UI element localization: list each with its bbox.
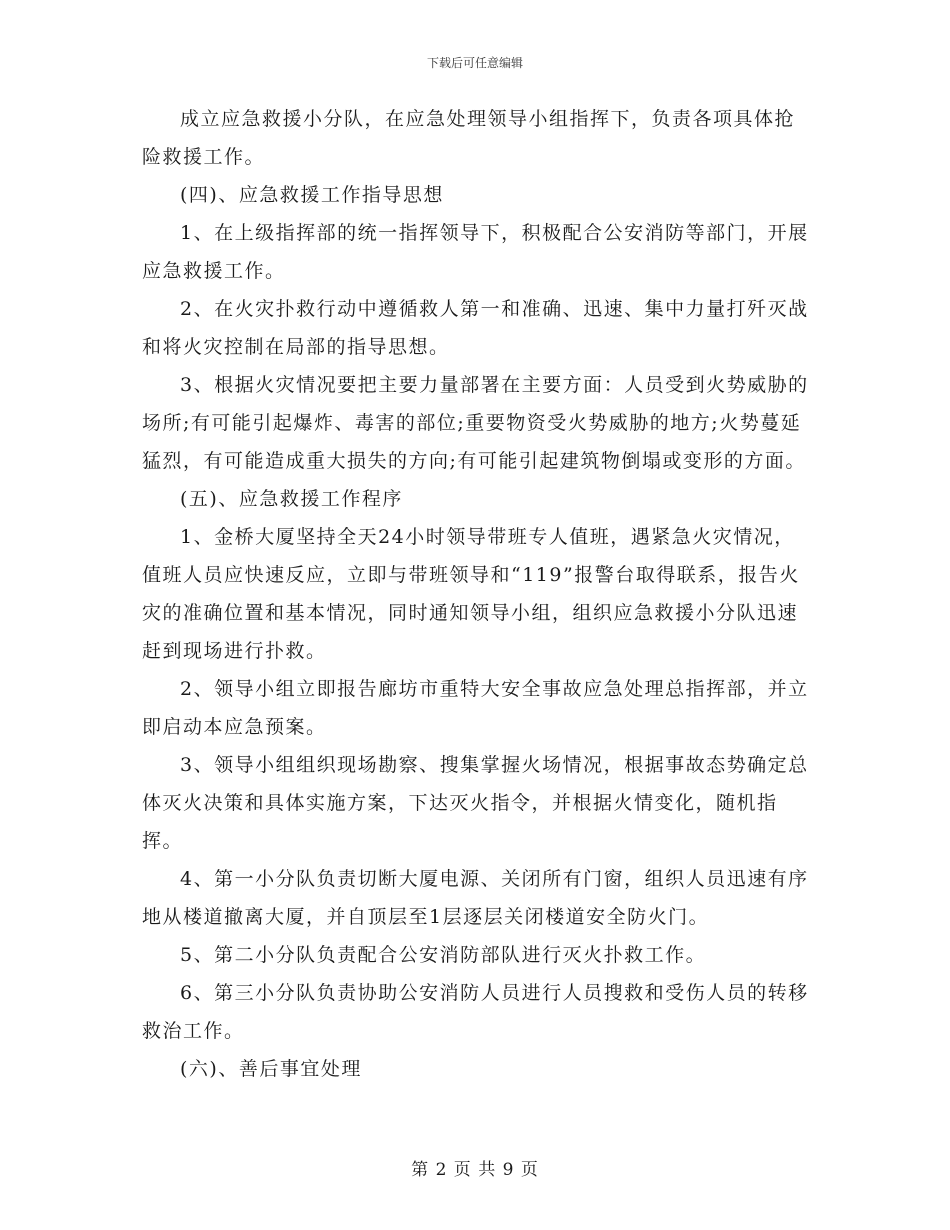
paragraph-procedure-6: 6、第三小分队负责协助公安消防人员进行人员搜救和受伤人员的转移救治工作。 — [142, 982, 809, 1042]
paragraph-procedure-4: 4、第一小分队负责切断大厦电源、关闭所有门窗，组织人员迅速有序地从楼道撤离大厦，并自顶层至1层逐层关闭楼道安全防火门。 — [142, 868, 809, 928]
paragraph-procedure-1: 1、金桥大厦坚持全天24小时领导带班专人值班，遇紧急火灾情况，值班人员应快速反应，立即与带班领导和“119”报警台取得联系，报告火灾的准确位置和基本情况，同时通知领导小组，组织应急救援小分队迅速赶到现场进行扑救。 — [142, 526, 800, 662]
section-heading-guiding-principles: (四)、应急救援工作指导思想 — [180, 184, 444, 206]
paragraph-procedure-2: 2、领导小组立即报告廊坊市重特大安全事故应急处理总指挥部，并立即启动本应急预案。 — [142, 678, 809, 738]
paragraph-principle-3: 3、根据火灾情况要把主要力量部署在主要方面：人员受到火势威胁的场所;有可能引起爆炸、毒害的部位;重要物资受火势威胁的地方;火势蔓延猛烈，有可能造成重大损失的方向;有可能引起建筑物倒塌或变形的方面。 — [142, 374, 809, 472]
paragraph-principle-2: 2、在火灾扑救行动中遵循救人第一和准确、迅速、集中力量打歼灭战和将火灾控制在局部的指导思想。 — [142, 298, 809, 358]
paragraph-principle-1: 1、在上级指挥部的统一指挥领导下，积极配合公安消防等部门，开展应急救援工作。 — [142, 222, 809, 282]
page-header: 下载后可任意编辑 — [426, 56, 523, 70]
paragraph-procedure-3: 3、领导小组组织现场勘察、搜集掌握火场情况，根据事故态势确定总体灭火决策和具体实施方案，下达灭火指令，并根据火情变化，随机指挥。 — [142, 754, 809, 852]
paragraph-team-formation: 成立应急救援小分队，在应急处理领导小组指挥下，负责各项具体抢险救援工作。 — [142, 108, 796, 168]
document-body — [142, 100, 812, 1088]
section-heading-aftermath: (六)、善后事宜处理 — [180, 1058, 362, 1080]
paragraph-procedure-5: 5、第二小分队负责配合公安消防部队进行灭火扑救工作。 — [180, 944, 707, 966]
page-number: 第 2 页 共 9 页 — [411, 1160, 539, 1180]
section-heading-procedure: (五)、应急救援工作程序 — [180, 488, 403, 510]
